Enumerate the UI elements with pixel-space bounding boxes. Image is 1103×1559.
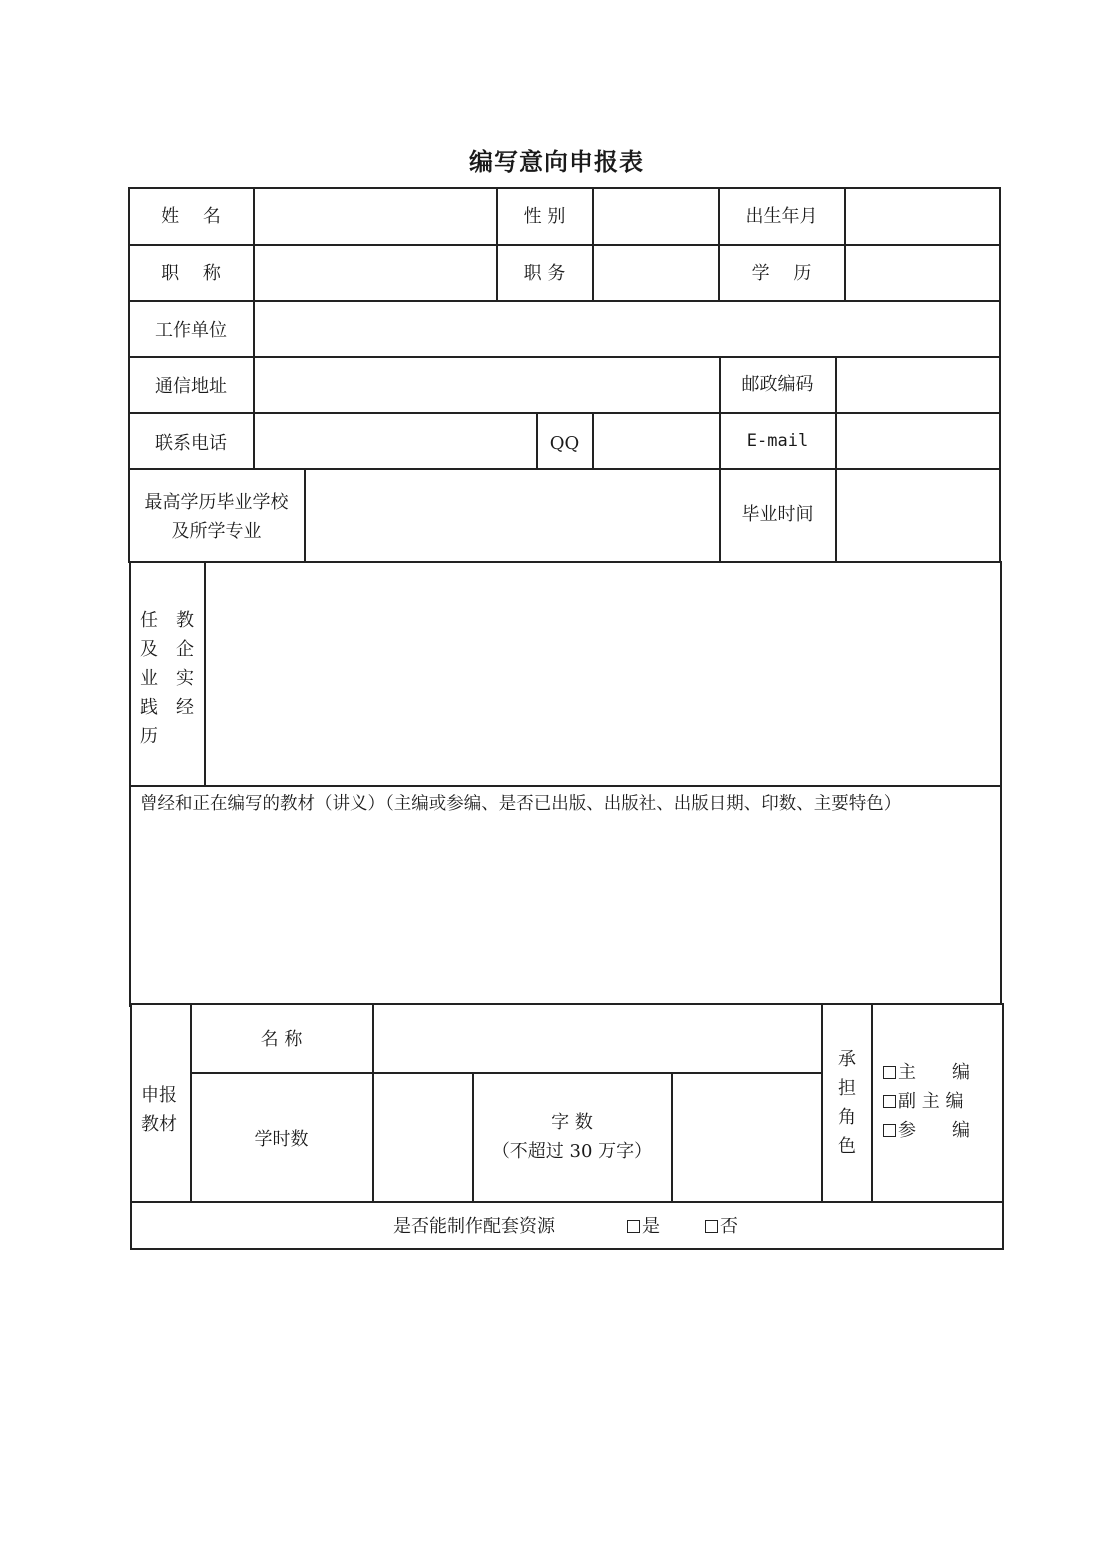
declare-group-label: 申报 教材 [141,1085,177,1135]
qq-label: QQ [549,433,580,454]
education-field[interactable] [846,246,998,300]
checkbox-icon[interactable] [883,1124,896,1137]
role-option-contributor[interactable]: 参 编 [883,1122,970,1140]
resources-yes-option[interactable]: 是 [627,1218,660,1236]
resources-no-option[interactable]: 否 [705,1218,738,1236]
experience-label: 任 教 及 企 业 实 践 经 历 [140,610,194,747]
role-option-deputy[interactable]: 副 主 编 [883,1093,963,1111]
page-title: 编写意向申报表 [469,147,644,176]
checkbox-icon[interactable] [705,1220,718,1233]
email-label: E-mail [746,431,809,451]
table-border [1002,1003,1004,1250]
school-field[interactable] [306,470,718,561]
words-label-line2: （不超过 30 万字） [491,1141,653,1162]
title-field[interactable] [255,246,495,300]
col-divider [821,1003,823,1202]
hours-label: 学时数 [254,1129,309,1150]
table-border [130,1003,132,1250]
workplace-field[interactable] [255,302,998,356]
address-label: 通信地址 [155,376,227,397]
checkbox-icon[interactable] [627,1220,640,1233]
table-border [999,187,1001,563]
birth-label: 出生年月 [745,206,818,227]
gender-field[interactable] [594,189,717,244]
role-option-chief[interactable]: 主 编 [883,1064,970,1082]
position-field[interactable] [594,246,717,300]
table-border [131,1248,1004,1250]
hours-field[interactable] [374,1074,471,1201]
title-label: 职 称 [161,263,221,284]
col-divider [871,1003,873,1202]
col-divider [718,187,720,301]
table-border [1000,561,1002,1005]
experience-field[interactable] [206,563,999,785]
checkbox-icon[interactable] [883,1066,896,1079]
phone-field[interactable] [255,414,535,468]
email-field[interactable] [837,414,998,468]
address-field[interactable] [255,358,718,412]
words-label-line1: 字 数 [551,1112,593,1133]
table-border [129,561,131,1007]
school-label-line2: 及所学专业 [171,521,262,542]
gender-label: 性 别 [523,206,566,227]
role-label: 承 担 角 色 [838,1049,856,1157]
phone-label: 联系电话 [155,433,227,454]
textbooks-label: 曾经和正在编写的教材（讲义）（主编或参编、是否已出版、出版社、出版日期、印数、主要特色） [140,794,902,814]
resources-label: 是否能制作配套资源 [393,1216,555,1237]
words-field[interactable] [673,1074,820,1201]
checkbox-icon[interactable] [883,1095,896,1108]
birth-field[interactable] [846,189,998,244]
school-label-line1: 最高学历毕业学校 [144,492,289,513]
row-divider [131,1201,1004,1203]
name-field[interactable] [255,189,495,244]
col-divider [472,1072,474,1202]
grad-time-field[interactable] [837,470,998,561]
postcode-field[interactable] [837,358,998,412]
qq-field[interactable] [594,414,718,468]
declare-name-field[interactable] [374,1005,820,1071]
grad-time-label: 毕业时间 [741,504,814,525]
col-divider [496,187,498,301]
textbooks-field[interactable] [132,822,1000,1002]
postcode-label: 邮政编码 [741,374,814,395]
name-label: 姓 名 [161,206,221,227]
position-label: 职 务 [523,263,566,284]
row-divider [130,785,1002,787]
workplace-label: 工作单位 [155,320,227,341]
education-label: 学 历 [751,263,812,284]
declare-name-label: 名 称 [260,1029,303,1050]
